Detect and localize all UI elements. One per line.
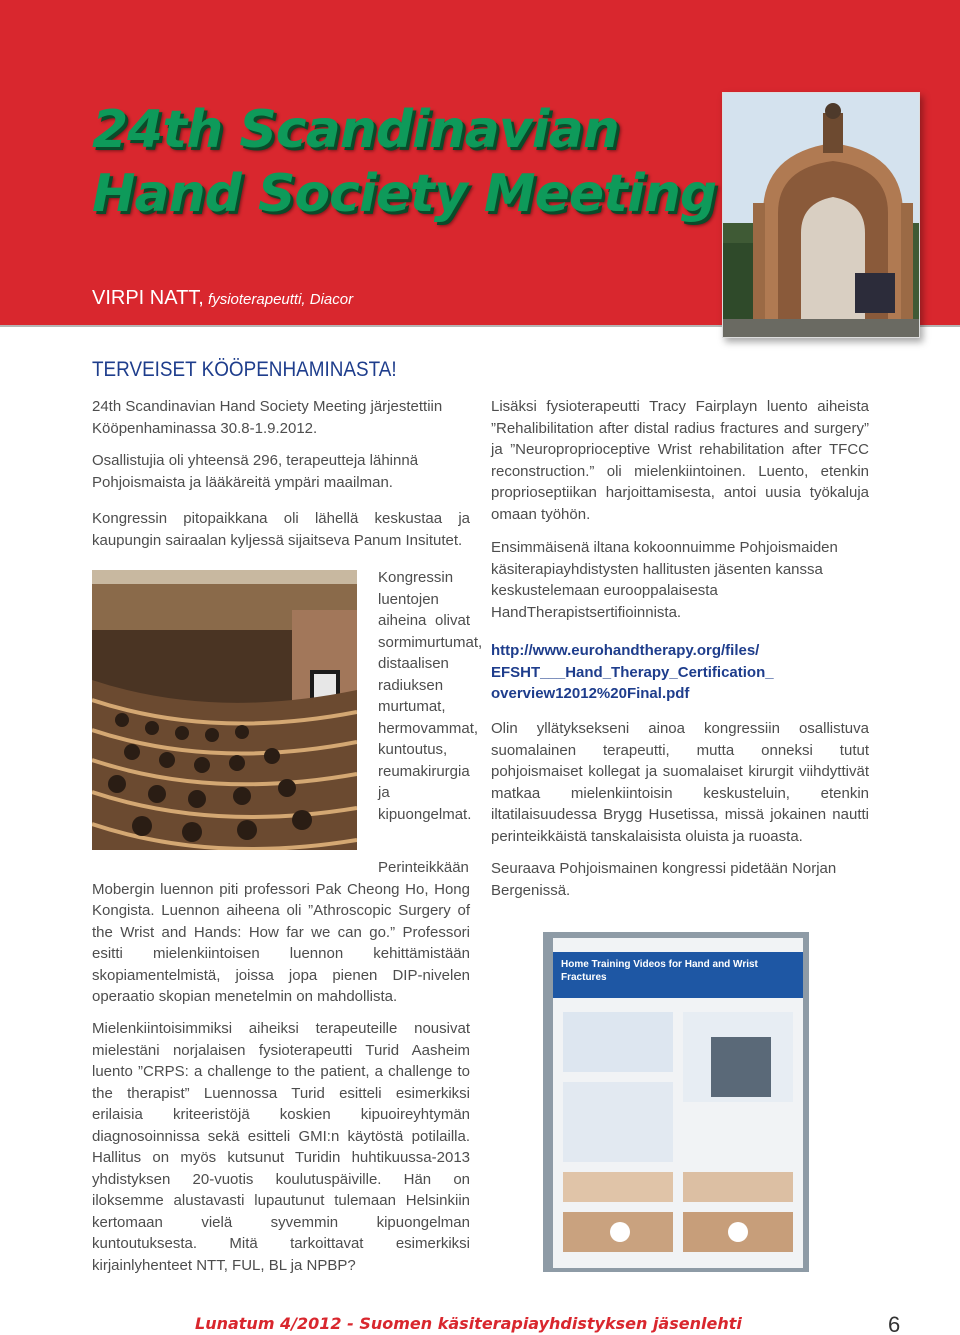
paragraph-fairplay-lecture: Lisäksi fysioterapeutti Tracy Fairplayn luento aiheista ”Rehalibilitation after distal radius fractures and surgery” ja ”Neuroproprioceptive Wrist rehabilitation after TFCC reconstruction.” oli mielenkiintoinen. Luento, etenkin proprioseptiikan harjoittamisesta, antoi uusia työkaluja omaan työhön. — [491, 398, 869, 523]
title-line-2: Hand Society Meeting — [92, 164, 717, 224]
photo-tivoli-gate — [722, 92, 920, 338]
paragraph-next-congress: Seuraava Pohjoismainen kongressi pidetään Norjan Bergenissä. — [491, 860, 837, 899]
paragraph-certification: Ensimmäisenä iltana kokoonnuimme Pohjoismaiden käsiterapiayhdistysten hallitusten jäsenten kanssa keskustelemaan eurooppalaisesta HandTherapistsertifioinnista. — [491, 539, 838, 621]
author-role: fysioterapeutti, Diacor — [203, 291, 354, 308]
photo-lecture-hall — [92, 570, 357, 850]
footer-publication: Lunatum 4/2012 - Suomen käsiterapiayhdistyksen jäsenlehti — [195, 1314, 742, 1333]
page-number: 6 — [888, 1312, 901, 1335]
paragraph-colleagues: Olin yllätyksekseni ainoa kongressiin osallistuva suomalainen terapeutti, mutta onneksi tutut pohjoismaiset kollegat ja suomalaiset kirurgit viihdyttivät matkaa mielenkiintoisin keskusteluin, etenkin iltatilaisuudessa Brygg Husetissa, missä jokainen nautti perinteikkäistä tanskalaisista oluista ja ruoasta. — [491, 720, 869, 845]
photo-poster — [543, 932, 809, 1272]
certification-link[interactable]: http://www.eurohandtherapy.org/files/ EFSHT___Hand_Therapy_Certification_ overview12012%20Final.pdf — [491, 642, 774, 702]
article-subtitle: TERVEISET KÖÖPENHAMINASTA! — [92, 358, 397, 381]
paragraph-intro: 24th Scandinavian Hand Society Meeting järjestettiin Kööpenhaminassa 30.8-1.9.2012. — [92, 398, 443, 437]
title-line-1: 24th Scandinavian — [92, 100, 619, 160]
paragraph-moberg-lecture: Perinteikkään Mobergin luennon piti professori Pak Cheong Ho, Hong Kongista. Luennon aiheena oli ”Athroscopic Surgery of the Wrist and Hands: How far we can go.” Professori esitti mielenkiintoisen luennon kehittämistään skopiamentelmistä, joissa jopa pienen DIP-nivelen operaatio skopian menetelmin on mahdollista. — [92, 859, 470, 1005]
paragraph-participants: Osallistujia oli yhteensä 296, terapeutteja lähinnä Pohjoismaista ja lääkäreitä ympäri maailman. — [92, 452, 419, 491]
author-name: VIRPI NATT, — [92, 287, 204, 309]
paragraph-topics: Kongressin luentojen aiheina olivat sormimurtumat, distaalisen radiuksen murtumat, hermovammat, kuntoutus, reumakirurgia ja kipuongelmat. — [378, 569, 483, 823]
paragraph-venue: Kongressin pitopaikkana oli lähellä keskustaa ja kaupungin sairaalan kyljessä sijaitseva Panum Insitutet. — [92, 510, 470, 549]
page-title — [92, 98, 732, 226]
author-byline — [92, 287, 353, 310]
poster-title: Home Training Videos for Hand and Wrist Fractures — [561, 959, 758, 983]
paragraph-crps-lecture: Mielenkiintoisimmiksi aiheiksi terapeuteille nousivat mielestäni norjalaisen fysioterapeutti Turid Aasheim luento ”CRPS: a challenge to the patient, a challenge to the therapist” Luennossa Turid esitteli esimerkiksi erilaisia kriteeristöjä koskien kipuoireyhtymän diagnosoinnissa sekä esitteli GMI:n käytöstä potilailla. Hallitus on myös kutsunut Turidin huhtikuussa-2013 yhdistyksen 20-vuotis koulutuspäiville. Hän on iloksemme alustavasti lupautunut tulemaan Helsinkiin kertomaan vielä syvemmin kipuongelman kuntoutuksesta. Mitä tarkoittavat esimerkiksi kirjainlyhenteet NTT, FUL, BL ja NPBP? — [92, 1020, 470, 1274]
